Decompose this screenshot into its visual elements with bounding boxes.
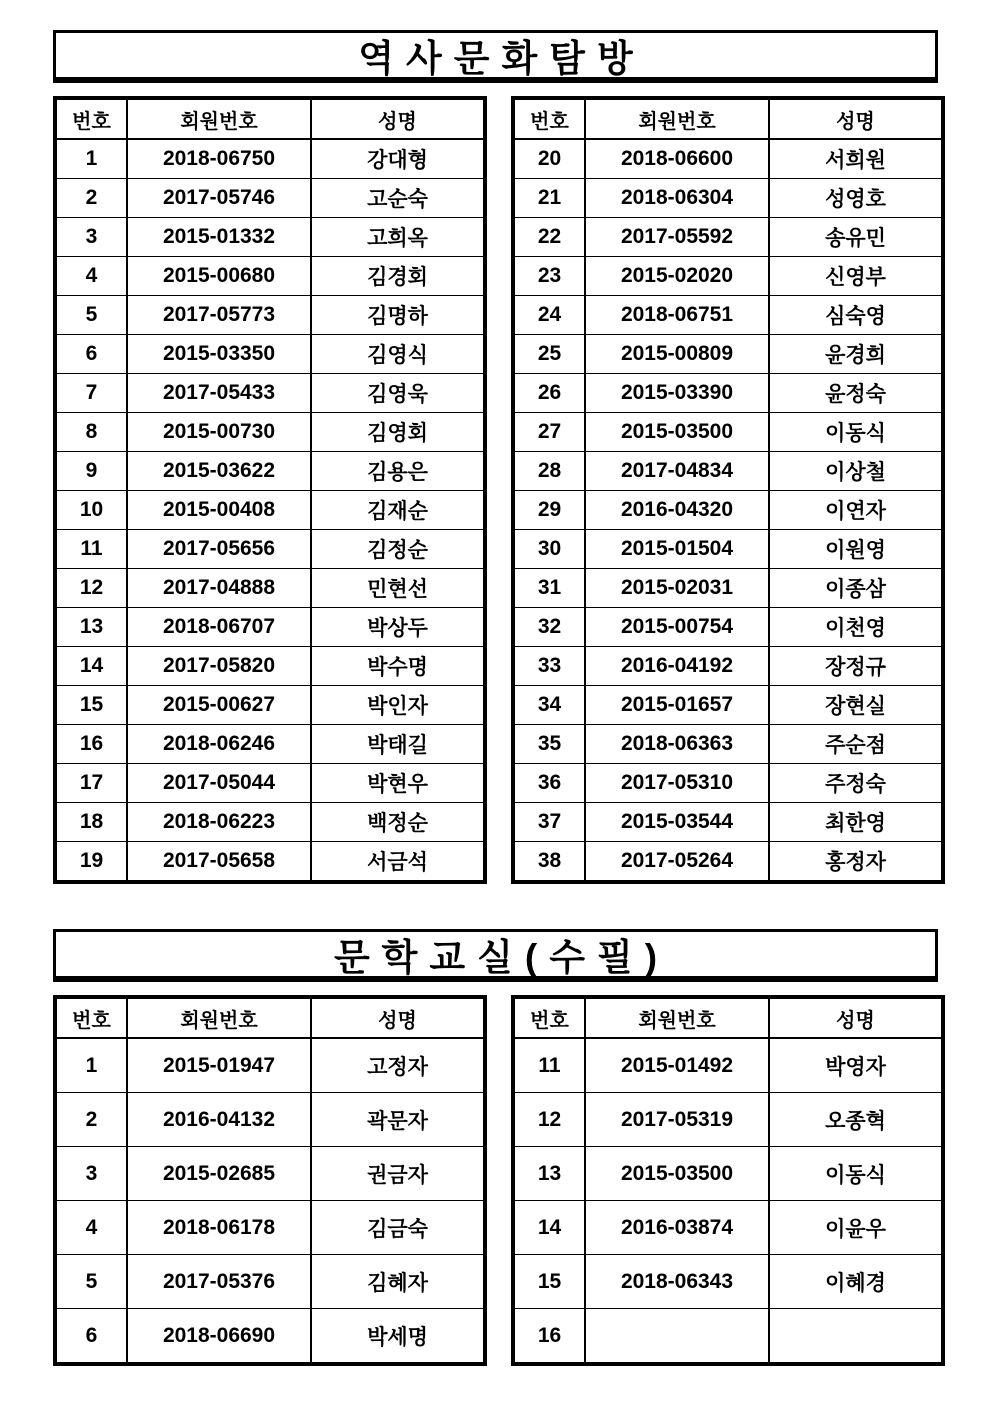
column-header-number: 번호 bbox=[55, 997, 127, 1038]
table-cell: 31 bbox=[513, 569, 585, 608]
table-row bbox=[55, 530, 485, 569]
table-cell: 홍정자 bbox=[769, 842, 943, 883]
table-row bbox=[513, 1038, 943, 1093]
table-row bbox=[55, 218, 485, 257]
table-cell: 11 bbox=[513, 1038, 585, 1093]
table-cell: 2017-04834 bbox=[585, 452, 769, 491]
header-row bbox=[55, 997, 485, 1038]
table-cell: 강대형 bbox=[311, 139, 485, 179]
column-header-member-id: 회원번호 bbox=[585, 98, 769, 139]
table-cell: 14 bbox=[55, 647, 127, 686]
table-row bbox=[513, 179, 943, 218]
table-cell: 2015-00408 bbox=[127, 491, 311, 530]
table-cell: 백정순 bbox=[311, 803, 485, 842]
table-cell: 32 bbox=[513, 608, 585, 647]
table-cell: 2015-03622 bbox=[127, 452, 311, 491]
section-literature-class-essay bbox=[53, 929, 938, 1366]
table-cell: 김용은 bbox=[311, 452, 485, 491]
table-cell: 2016-04320 bbox=[585, 491, 769, 530]
table-row bbox=[513, 1201, 943, 1255]
table-cell: 2015-00730 bbox=[127, 413, 311, 452]
table-row bbox=[55, 842, 485, 883]
table-row bbox=[513, 491, 943, 530]
table-row bbox=[513, 647, 943, 686]
table-cell: 2017-05592 bbox=[585, 218, 769, 257]
table-cell: 28 bbox=[513, 452, 585, 491]
table-cell: 박현우 bbox=[311, 764, 485, 803]
table-cell: 22 bbox=[513, 218, 585, 257]
table-cell: 6 bbox=[55, 1309, 127, 1365]
table-cell: 장현실 bbox=[769, 686, 943, 725]
table-cell: 2015-03544 bbox=[585, 803, 769, 842]
table-row bbox=[55, 1093, 485, 1147]
table-cell: 2015-03350 bbox=[127, 335, 311, 374]
table-row bbox=[513, 1093, 943, 1147]
table-cell: 35 bbox=[513, 725, 585, 764]
table-row bbox=[513, 139, 943, 179]
section-title-box bbox=[53, 30, 938, 83]
table-cell: 2018-06750 bbox=[127, 139, 311, 179]
table-cell: 2015-01332 bbox=[127, 218, 311, 257]
table-cell: 이혜경 bbox=[769, 1255, 943, 1309]
column-header-number: 번호 bbox=[55, 98, 127, 139]
table-cell: 3 bbox=[55, 218, 127, 257]
table-cell: 박인자 bbox=[311, 686, 485, 725]
table-cell: 19 bbox=[55, 842, 127, 883]
table-cell: 2015-01947 bbox=[127, 1038, 311, 1093]
table-cell: 2018-06178 bbox=[127, 1201, 311, 1255]
table-cell: 2015-02685 bbox=[127, 1147, 311, 1201]
table-cell: 박상두 bbox=[311, 608, 485, 647]
table-cell: 이동식 bbox=[769, 1147, 943, 1201]
table-cell: 2 bbox=[55, 179, 127, 218]
table-cell: 9 bbox=[55, 452, 127, 491]
column-header-number: 번호 bbox=[513, 997, 585, 1038]
table-cell: 13 bbox=[55, 608, 127, 647]
table-cell: 2016-03874 bbox=[585, 1201, 769, 1255]
table-row bbox=[55, 452, 485, 491]
section-history-culture-tour bbox=[53, 30, 938, 884]
table-cell: 오종혁 bbox=[769, 1093, 943, 1147]
table-cell: 11 bbox=[55, 530, 127, 569]
table-row bbox=[513, 1147, 943, 1201]
table-cell: 27 bbox=[513, 413, 585, 452]
section-title-box bbox=[53, 929, 938, 982]
table-cell: 37 bbox=[513, 803, 585, 842]
roster-table-right bbox=[511, 96, 945, 884]
table-cell: 30 bbox=[513, 530, 585, 569]
table-cell: 21 bbox=[513, 179, 585, 218]
table-row bbox=[513, 764, 943, 803]
table-cell: 15 bbox=[513, 1255, 585, 1309]
table-cell: 5 bbox=[55, 296, 127, 335]
table-cell: 2015-00754 bbox=[585, 608, 769, 647]
table-cell: 29 bbox=[513, 491, 585, 530]
column-header-name: 성명 bbox=[311, 98, 485, 139]
header-row bbox=[55, 98, 485, 139]
roster-table-left bbox=[53, 995, 487, 1366]
table-cell: 4 bbox=[55, 1201, 127, 1255]
column-header-name: 성명 bbox=[311, 997, 485, 1038]
table-row bbox=[513, 452, 943, 491]
table-cell: 이윤우 bbox=[769, 1201, 943, 1255]
table-row bbox=[513, 374, 943, 413]
table-cell: 2018-06223 bbox=[127, 803, 311, 842]
table-cell: 20 bbox=[513, 139, 585, 179]
table-cell: 최한영 bbox=[769, 803, 943, 842]
roster-tables bbox=[53, 995, 938, 1366]
table-cell: 김명하 bbox=[311, 296, 485, 335]
table-cell: 송유민 bbox=[769, 218, 943, 257]
table-cell: 주순점 bbox=[769, 725, 943, 764]
table-cell: 윤경희 bbox=[769, 335, 943, 374]
table-cell: 2018-06600 bbox=[585, 139, 769, 179]
table-cell: 2 bbox=[55, 1093, 127, 1147]
table-cell: 2015-02020 bbox=[585, 257, 769, 296]
table-cell: 윤정숙 bbox=[769, 374, 943, 413]
table-cell: 14 bbox=[513, 1201, 585, 1255]
table-row bbox=[55, 803, 485, 842]
table-cell: 4 bbox=[55, 257, 127, 296]
table-cell: 38 bbox=[513, 842, 585, 883]
table-cell: 2018-06707 bbox=[127, 608, 311, 647]
table-row bbox=[55, 1201, 485, 1255]
table-cell: 2018-06304 bbox=[585, 179, 769, 218]
table-cell: 2015-00809 bbox=[585, 335, 769, 374]
table-cell: 고순숙 bbox=[311, 179, 485, 218]
table-cell: 1 bbox=[55, 139, 127, 179]
table-cell: 2017-05376 bbox=[127, 1255, 311, 1309]
table-cell: 26 bbox=[513, 374, 585, 413]
table-cell: 2018-06246 bbox=[127, 725, 311, 764]
table-cell: 박태길 bbox=[311, 725, 485, 764]
header-row bbox=[513, 997, 943, 1038]
table-cell: 김정순 bbox=[311, 530, 485, 569]
table-cell: 2015-01657 bbox=[585, 686, 769, 725]
table-cell bbox=[585, 1309, 769, 1365]
table-row bbox=[55, 139, 485, 179]
table-cell: 주정숙 bbox=[769, 764, 943, 803]
table-row bbox=[55, 647, 485, 686]
column-header-number: 번호 bbox=[513, 98, 585, 139]
table-cell: 장정규 bbox=[769, 647, 943, 686]
table-cell: 2015-02031 bbox=[585, 569, 769, 608]
table-cell: 2015-01492 bbox=[585, 1038, 769, 1093]
header-row bbox=[513, 98, 943, 139]
table-cell: 2015-03390 bbox=[585, 374, 769, 413]
table-cell: 16 bbox=[55, 725, 127, 764]
table-cell: 신영부 bbox=[769, 257, 943, 296]
table-cell: 1 bbox=[55, 1038, 127, 1093]
column-header-name: 성명 bbox=[769, 997, 943, 1038]
table-row bbox=[513, 842, 943, 883]
table-cell: 김혜자 bbox=[311, 1255, 485, 1309]
table-row bbox=[55, 296, 485, 335]
table-cell: 2017-05656 bbox=[127, 530, 311, 569]
table-cell: 2015-03500 bbox=[585, 1147, 769, 1201]
table-row bbox=[55, 1147, 485, 1201]
table-row bbox=[55, 1309, 485, 1365]
table-cell: 18 bbox=[55, 803, 127, 842]
table-row bbox=[513, 296, 943, 335]
table-cell: 23 bbox=[513, 257, 585, 296]
table-cell: 5 bbox=[55, 1255, 127, 1309]
table-cell: 고희옥 bbox=[311, 218, 485, 257]
table-cell: 2017-05310 bbox=[585, 764, 769, 803]
table-row bbox=[55, 608, 485, 647]
table-row bbox=[55, 179, 485, 218]
table-cell: 고정자 bbox=[311, 1038, 485, 1093]
table-cell: 2017-05433 bbox=[127, 374, 311, 413]
table-cell: 24 bbox=[513, 296, 585, 335]
table-cell: 34 bbox=[513, 686, 585, 725]
column-header-member-id: 회원번호 bbox=[127, 98, 311, 139]
table-row bbox=[55, 413, 485, 452]
table-cell: 2016-04132 bbox=[127, 1093, 311, 1147]
table-row bbox=[513, 413, 943, 452]
table-cell: 2015-00627 bbox=[127, 686, 311, 725]
table-row bbox=[55, 335, 485, 374]
table-cell: 이연자 bbox=[769, 491, 943, 530]
table-row bbox=[55, 686, 485, 725]
table-row bbox=[55, 1038, 485, 1093]
table-cell: 15 bbox=[55, 686, 127, 725]
roster-table-right bbox=[511, 995, 945, 1366]
table-row bbox=[55, 374, 485, 413]
table-cell: 2015-03500 bbox=[585, 413, 769, 452]
table-cell: 박영자 bbox=[769, 1038, 943, 1093]
table-cell: 심숙영 bbox=[769, 296, 943, 335]
table-cell: 성영호 bbox=[769, 179, 943, 218]
table-cell: 김재순 bbox=[311, 491, 485, 530]
table-cell: 이종삼 bbox=[769, 569, 943, 608]
table-cell: 2017-05746 bbox=[127, 179, 311, 218]
table-cell: 33 bbox=[513, 647, 585, 686]
table-row bbox=[513, 569, 943, 608]
table-cell: 이상철 bbox=[769, 452, 943, 491]
table-row bbox=[513, 803, 943, 842]
table-cell: 이동식 bbox=[769, 413, 943, 452]
table-cell: 2017-05264 bbox=[585, 842, 769, 883]
table-row bbox=[513, 686, 943, 725]
table-cell: 2015-00680 bbox=[127, 257, 311, 296]
table-cell: 2017-05658 bbox=[127, 842, 311, 883]
table-cell bbox=[769, 1309, 943, 1365]
table-row bbox=[55, 257, 485, 296]
table-row bbox=[55, 491, 485, 530]
table-cell: 2018-06363 bbox=[585, 725, 769, 764]
table-cell: 2018-06751 bbox=[585, 296, 769, 335]
table-row bbox=[55, 764, 485, 803]
table-row bbox=[55, 569, 485, 608]
table-cell: 2017-05319 bbox=[585, 1093, 769, 1147]
table-row bbox=[513, 335, 943, 374]
section-title: 역사문화탐방 bbox=[358, 38, 645, 79]
table-cell: 김영회 bbox=[311, 413, 485, 452]
column-header-name: 성명 bbox=[769, 98, 943, 139]
table-cell: 7 bbox=[55, 374, 127, 413]
table-cell: 8 bbox=[55, 413, 127, 452]
column-header-member-id: 회원번호 bbox=[127, 997, 311, 1038]
table-row bbox=[513, 1309, 943, 1365]
table-cell: 13 bbox=[513, 1147, 585, 1201]
table-cell: 12 bbox=[55, 569, 127, 608]
table-cell: 10 bbox=[55, 491, 127, 530]
table-cell: 권금자 bbox=[311, 1147, 485, 1201]
table-row bbox=[513, 257, 943, 296]
table-row bbox=[513, 608, 943, 647]
table-cell: 2017-05044 bbox=[127, 764, 311, 803]
table-cell: 2017-05773 bbox=[127, 296, 311, 335]
table-cell: 이원영 bbox=[769, 530, 943, 569]
table-cell: 서금석 bbox=[311, 842, 485, 883]
table-cell: 16 bbox=[513, 1309, 585, 1365]
table-row bbox=[513, 1255, 943, 1309]
table-cell: 36 bbox=[513, 764, 585, 803]
table-cell: 2018-06343 bbox=[585, 1255, 769, 1309]
table-row bbox=[513, 218, 943, 257]
section-title: 문학교실(수필) bbox=[333, 937, 670, 978]
table-cell: 2018-06690 bbox=[127, 1309, 311, 1365]
table-cell: 곽문자 bbox=[311, 1093, 485, 1147]
roster-table-left bbox=[53, 96, 487, 884]
table-cell: 김영욱 bbox=[311, 374, 485, 413]
table-cell: 2017-05820 bbox=[127, 647, 311, 686]
table-row bbox=[513, 725, 943, 764]
table-cell: 3 bbox=[55, 1147, 127, 1201]
table-cell: 김영식 bbox=[311, 335, 485, 374]
table-cell: 이천영 bbox=[769, 608, 943, 647]
table-cell: 2016-04192 bbox=[585, 647, 769, 686]
table-cell: 25 bbox=[513, 335, 585, 374]
roster-tables bbox=[53, 96, 938, 884]
table-cell: 17 bbox=[55, 764, 127, 803]
table-cell: 12 bbox=[513, 1093, 585, 1147]
column-header-member-id: 회원번호 bbox=[585, 997, 769, 1038]
table-cell: 6 bbox=[55, 335, 127, 374]
table-row bbox=[55, 1255, 485, 1309]
table-cell: 2015-01504 bbox=[585, 530, 769, 569]
table-cell: 민현선 bbox=[311, 569, 485, 608]
table-cell: 2017-04888 bbox=[127, 569, 311, 608]
table-cell: 서희원 bbox=[769, 139, 943, 179]
table-row bbox=[513, 530, 943, 569]
table-cell: 김금숙 bbox=[311, 1201, 485, 1255]
table-cell: 김경회 bbox=[311, 257, 485, 296]
table-cell: 박수명 bbox=[311, 647, 485, 686]
table-row bbox=[55, 725, 485, 764]
table-cell: 박세명 bbox=[311, 1309, 485, 1365]
